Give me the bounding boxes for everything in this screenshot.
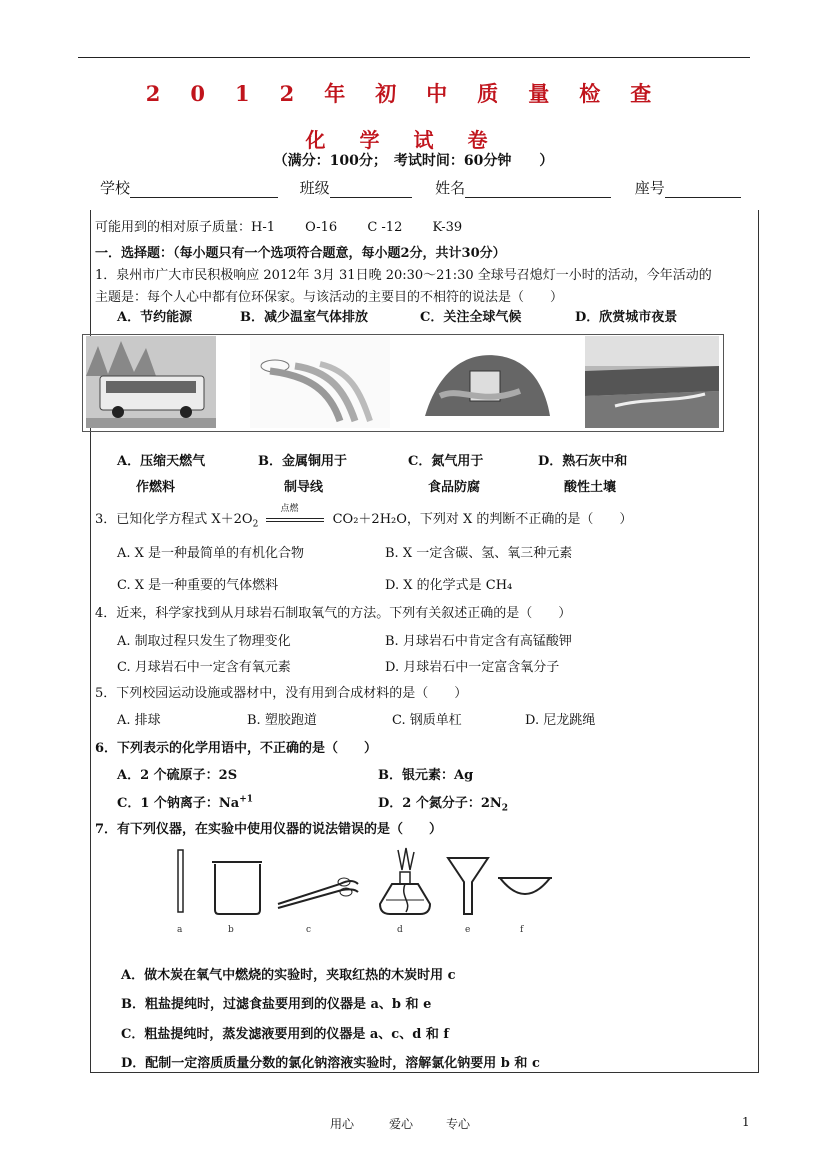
q1-option-b: B．减少温室气体排放 xyxy=(240,310,368,325)
q6-option-a: A．2 个硫原子：2S xyxy=(117,768,238,783)
q4-option-b: B. 月球岩石中肯定含有高锰酸钾 xyxy=(385,634,572,649)
seat-label: 座号 xyxy=(634,179,665,197)
seat-field[interactable] xyxy=(665,181,741,198)
apparatus-label-a: a xyxy=(177,925,183,935)
q3-stem-left: 3．已知化学方程式 X＋2O xyxy=(95,512,253,527)
q6-option-d xyxy=(378,792,508,814)
apparatus-label-e: e xyxy=(465,925,471,935)
q3-reaction-arrow xyxy=(266,503,324,527)
farmland-photo xyxy=(585,336,719,428)
name-field[interactable] xyxy=(465,181,611,198)
class-label: 班级 xyxy=(299,179,330,197)
section-1-heading: 一．选择题：（每小题只有一个选项符合题意，每小题2分，共计30分） xyxy=(95,246,506,261)
q2-option-b-line1: B．金属铜用于 xyxy=(258,454,347,469)
bus-photo xyxy=(86,336,216,428)
apparatus-label-f: f xyxy=(520,925,524,935)
q2-option-a-line2: 作燃料 xyxy=(136,480,176,495)
q3-option-a: A. X 是一种最简单的有机化合物 xyxy=(117,546,305,561)
student-info xyxy=(100,177,741,198)
q7-option-b: B．粗盐提纯时，过滤食盐要用到的仪器是 a、b 和 e xyxy=(121,997,432,1012)
top-rule xyxy=(78,57,750,58)
q6-charge-superscript: +1 xyxy=(239,794,254,805)
q5-option-a: A. 排球 xyxy=(117,713,161,728)
exam-title: 2012年初中质量检查 xyxy=(145,81,682,106)
q1-option-a: A．节约能源 xyxy=(117,310,193,325)
q2-option-d-line2: 酸性土壤 xyxy=(564,480,617,495)
footer-motto-1: 用心 xyxy=(330,1117,355,1131)
footer-motto-3: 专心 xyxy=(446,1117,471,1131)
q2-option-d-line1: D．熟石灰中和 xyxy=(538,454,628,469)
q3-option-c: C. X 是一种重要的气体燃料 xyxy=(117,578,279,593)
q3-stem xyxy=(95,503,633,530)
exam-meta: （满分：100分； 考试时间：60分钟 ） xyxy=(273,153,554,169)
q5-option-d: D. 尼龙跳绳 xyxy=(525,713,596,728)
name-label: 姓名 xyxy=(435,179,466,197)
crucible-tongs-icon xyxy=(278,878,358,908)
school-label: 学校 xyxy=(100,179,131,197)
q6-n2-subscript: 2 xyxy=(501,803,509,814)
q3-stem-right: CO₂＋2H₂O，下列对 X 的判断不正确的是（ ） xyxy=(332,512,633,527)
q4-stem: 4．近来，科学家找到从月球岩石制取氧气的方法。下列有关叙述正确的是（ ） xyxy=(95,606,572,621)
q2-option-c-line1: C．氮气用于 xyxy=(408,454,484,469)
q4-option-d: D. 月球岩石中一定富含氧分子 xyxy=(385,660,560,675)
q3-option-b: B. X 一定含碳、氢、氧三种元素 xyxy=(385,546,573,561)
page-number: 1 xyxy=(742,1115,750,1129)
q7-option-c: C．粗盐提纯时，蒸发滤液要用到的仪器是 a、c、d 和 f xyxy=(121,1027,449,1042)
q4-option-c: C. 月球岩石中一定含有氧元素 xyxy=(117,660,291,675)
atomic-masses: 可能用到的相对原子质量：H-1 O-16 C -12 K-39 xyxy=(95,220,463,235)
q3-condition: 点燃 xyxy=(280,503,299,514)
q7-option-d: D．配制一定溶质质量分数的氯化钠溶液实验时，溶解氯化钠要用 b 和 c xyxy=(121,1056,540,1071)
q3-o2-subscript: 2 xyxy=(252,519,259,530)
q5-option-b: B. 塑胶跑道 xyxy=(247,713,317,728)
arrow-line-top xyxy=(266,518,324,519)
exam-subtitle: 化学试卷 xyxy=(305,128,522,152)
funnel-icon xyxy=(448,858,488,914)
q7-option-a: A．做木炭在氧气中燃烧的实验时，夹取红热的木炭时用 c xyxy=(121,968,456,983)
apparatus-label-c: c xyxy=(306,925,312,935)
q1-option-d: D．欣赏城市夜景 xyxy=(575,310,678,325)
q2-option-b-line2: 制导线 xyxy=(284,480,324,495)
nitrogen-food-photo xyxy=(420,336,555,428)
class-field[interactable] xyxy=(330,181,412,198)
q6-stem: 6．下列表示的化学用语中，不正确的是（ ） xyxy=(95,741,378,756)
q2-option-a-line1: A．压缩天燃气 xyxy=(117,454,206,469)
apparatus-label-d: d xyxy=(397,925,403,935)
evaporating-dish-icon xyxy=(498,878,552,894)
q5-option-c: C. 钢质单杠 xyxy=(392,713,462,728)
q7-apparatus-row xyxy=(160,842,560,918)
q6-option-c xyxy=(117,792,253,811)
glass-rod-icon xyxy=(178,850,183,912)
q7-stem: 7．有下列仪器，在实验中使用仪器的说法错误的是（ ） xyxy=(95,822,443,837)
q3-option-d: D. X 的化学式是 CH₄ xyxy=(385,578,513,593)
q1-stem-line2: 主题是：每个人心中都有位环保家。与该活动的主要目的不相符的说法是（ ） xyxy=(95,290,564,305)
q1-stem-line1: 1．泉州市广大市民积极响应 2012年 3月 31日晚 20:30～21:30 全球号召熄灯一小时的活动，今年活动的 xyxy=(95,268,712,283)
apparatus-label-b: b xyxy=(228,925,234,935)
q5-stem: 5．下列校园运动设施或器材中，没有用到合成材料的是（ ） xyxy=(95,686,468,701)
q6-option-d-text: D．2 个氮分子：2N xyxy=(378,796,502,811)
arrow-line-bottom xyxy=(266,521,324,522)
q6-option-c-text: C．1 个钠离子：Na xyxy=(117,796,240,811)
q6-option-b: B．银元素：Ag xyxy=(378,768,474,783)
q1-option-c: C．关注全球气候 xyxy=(420,310,522,325)
copper-wire-photo xyxy=(250,336,390,428)
footer-motto-2: 爱心 xyxy=(389,1117,414,1131)
q4-option-a: A. 制取过程只发生了物理变化 xyxy=(117,634,291,649)
q2-option-c-line2: 食品防腐 xyxy=(428,480,481,495)
beaker-icon xyxy=(212,862,262,914)
alcohol-lamp-icon xyxy=(380,848,430,914)
school-field[interactable] xyxy=(130,181,278,198)
